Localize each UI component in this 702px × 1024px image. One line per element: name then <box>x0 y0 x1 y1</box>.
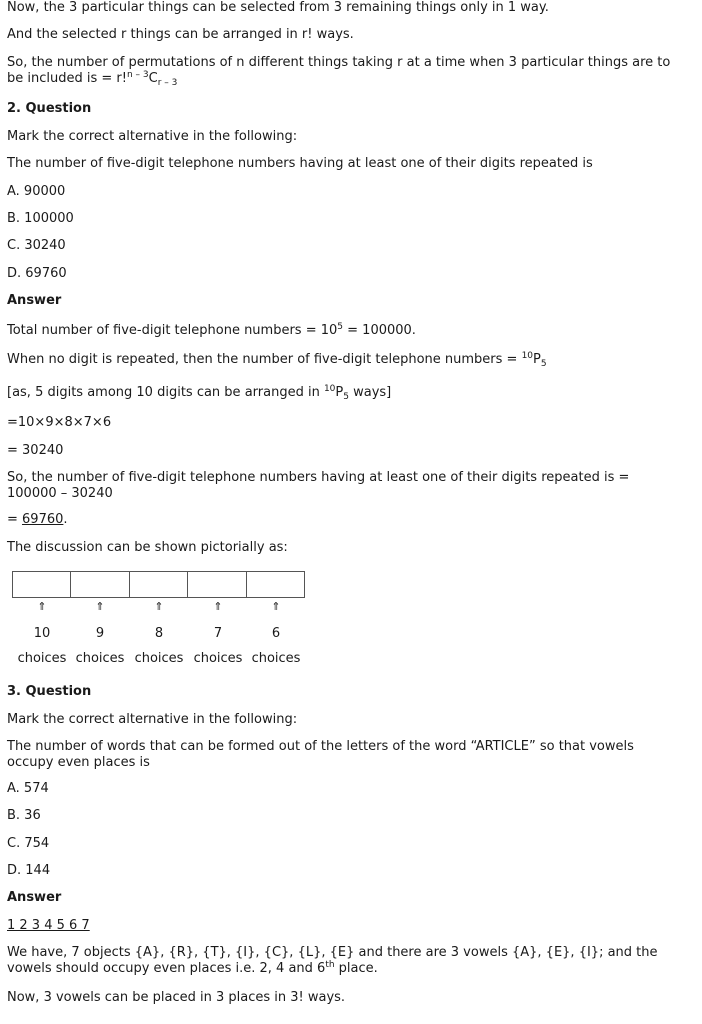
q3-positions: 1 2 3 4 5 6 7 <box>7 918 90 933</box>
choices-label: choices <box>17 651 67 666</box>
question-3-text: The number of words that can be formed out of the letters of the word “ARTICLE” so that vowels occupy even places is <box>7 739 634 770</box>
q2-option-a: A. 90000 <box>7 184 66 199</box>
digit-box <box>188 572 246 597</box>
up-arrow-icon: ⇑ <box>95 600 105 613</box>
choice-count: 6 <box>271 626 281 641</box>
digit-box <box>71 572 129 597</box>
choices-label: choices <box>193 651 243 666</box>
q2-solution-line-4: =10×9×8×7×6 <box>7 415 112 430</box>
question-3-heading: 3. Question <box>7 684 92 699</box>
up-arrow-icon: ⇑ <box>213 600 223 613</box>
choice-count: 7 <box>213 626 223 641</box>
up-arrow-icon: ⇑ <box>154 600 164 613</box>
q3-option-b: B. 36 <box>7 808 41 823</box>
q3-option-c: C. 754 <box>7 836 50 851</box>
choices-label: choices <box>251 651 301 666</box>
q2-solution-line-3: [as, 5 digits among 10 digits can be arranged in $^{10}P_5$ ways] <box>7 384 392 402</box>
q3-solution-line-1: We have, 7 objects {A}, {R}, {T}, {I}, {C}, {L}, {E} and there are 3 vowels {A}, {E}, {I}; and the vowels should occupy even places i.e. 2, 4 and 6th place. <box>7 945 658 976</box>
q2-option-d: D. 69760 <box>7 266 67 281</box>
q2-answer-heading: Answer <box>7 293 62 308</box>
digit-box <box>130 572 188 597</box>
choices-label: choices <box>134 651 184 666</box>
q3-option-a: A. 574 <box>7 781 49 796</box>
prev-line-3: So, the number of permutations of n different things taking r at a time when 3 particular things are to be included is = $r!^{n - 3}C_{r - 3}$ <box>7 55 671 88</box>
digit-box-diagram <box>12 571 305 598</box>
question-2-text: The number of five-digit telephone numbers having at least one of their digits repeated is <box>7 156 593 171</box>
digit-box <box>13 572 71 597</box>
prev-line-1: Now, the 3 particular things can be selected from 3 remaining things only in 1 way. <box>7 0 549 15</box>
digit-box <box>247 572 304 597</box>
prev-line-2: And the selected r things can be arranged in r! ways. <box>7 27 354 42</box>
q2-solution-line-1: Total number of five-digit telephone numbers = $10^5 = 100000$. <box>7 322 416 338</box>
q2-option-b: B. 100000 <box>7 211 74 226</box>
question-2-heading: 2. Question <box>7 101 92 116</box>
q3-solution-line-2: Now, 3 vowels can be placed in 3 places in 3! ways. <box>7 990 346 1005</box>
choice-count: 9 <box>95 626 105 641</box>
question-3-instruction: Mark the correct alternative in the following: <box>7 712 298 727</box>
choice-count: 8 <box>154 626 164 641</box>
up-arrow-icon: ⇑ <box>37 600 47 613</box>
q2-solution-line-7: = 69760. <box>7 512 68 527</box>
q2-solution-line-5: = 30240 <box>7 443 64 458</box>
choice-count: 10 <box>33 626 51 641</box>
choices-label: choices <box>75 651 125 666</box>
question-2-instruction: Mark the correct alternative in the following: <box>7 129 298 144</box>
q2-option-c: C. 30240 <box>7 238 66 253</box>
q3-option-d: D. 144 <box>7 863 51 878</box>
q2-solution-line-2: When no digit is repeated, then the number of five-digit telephone numbers = $^{10}P_5$ <box>7 351 547 369</box>
q3-answer-heading: Answer <box>7 890 62 905</box>
q2-pictorial-intro: The discussion can be shown pictorially as: <box>7 540 288 555</box>
up-arrow-icon: ⇑ <box>271 600 281 613</box>
q2-solution-line-6: So, the number of five-digit telephone numbers having at least one of their digits repeated is = 100000 – 30240 <box>7 470 630 501</box>
